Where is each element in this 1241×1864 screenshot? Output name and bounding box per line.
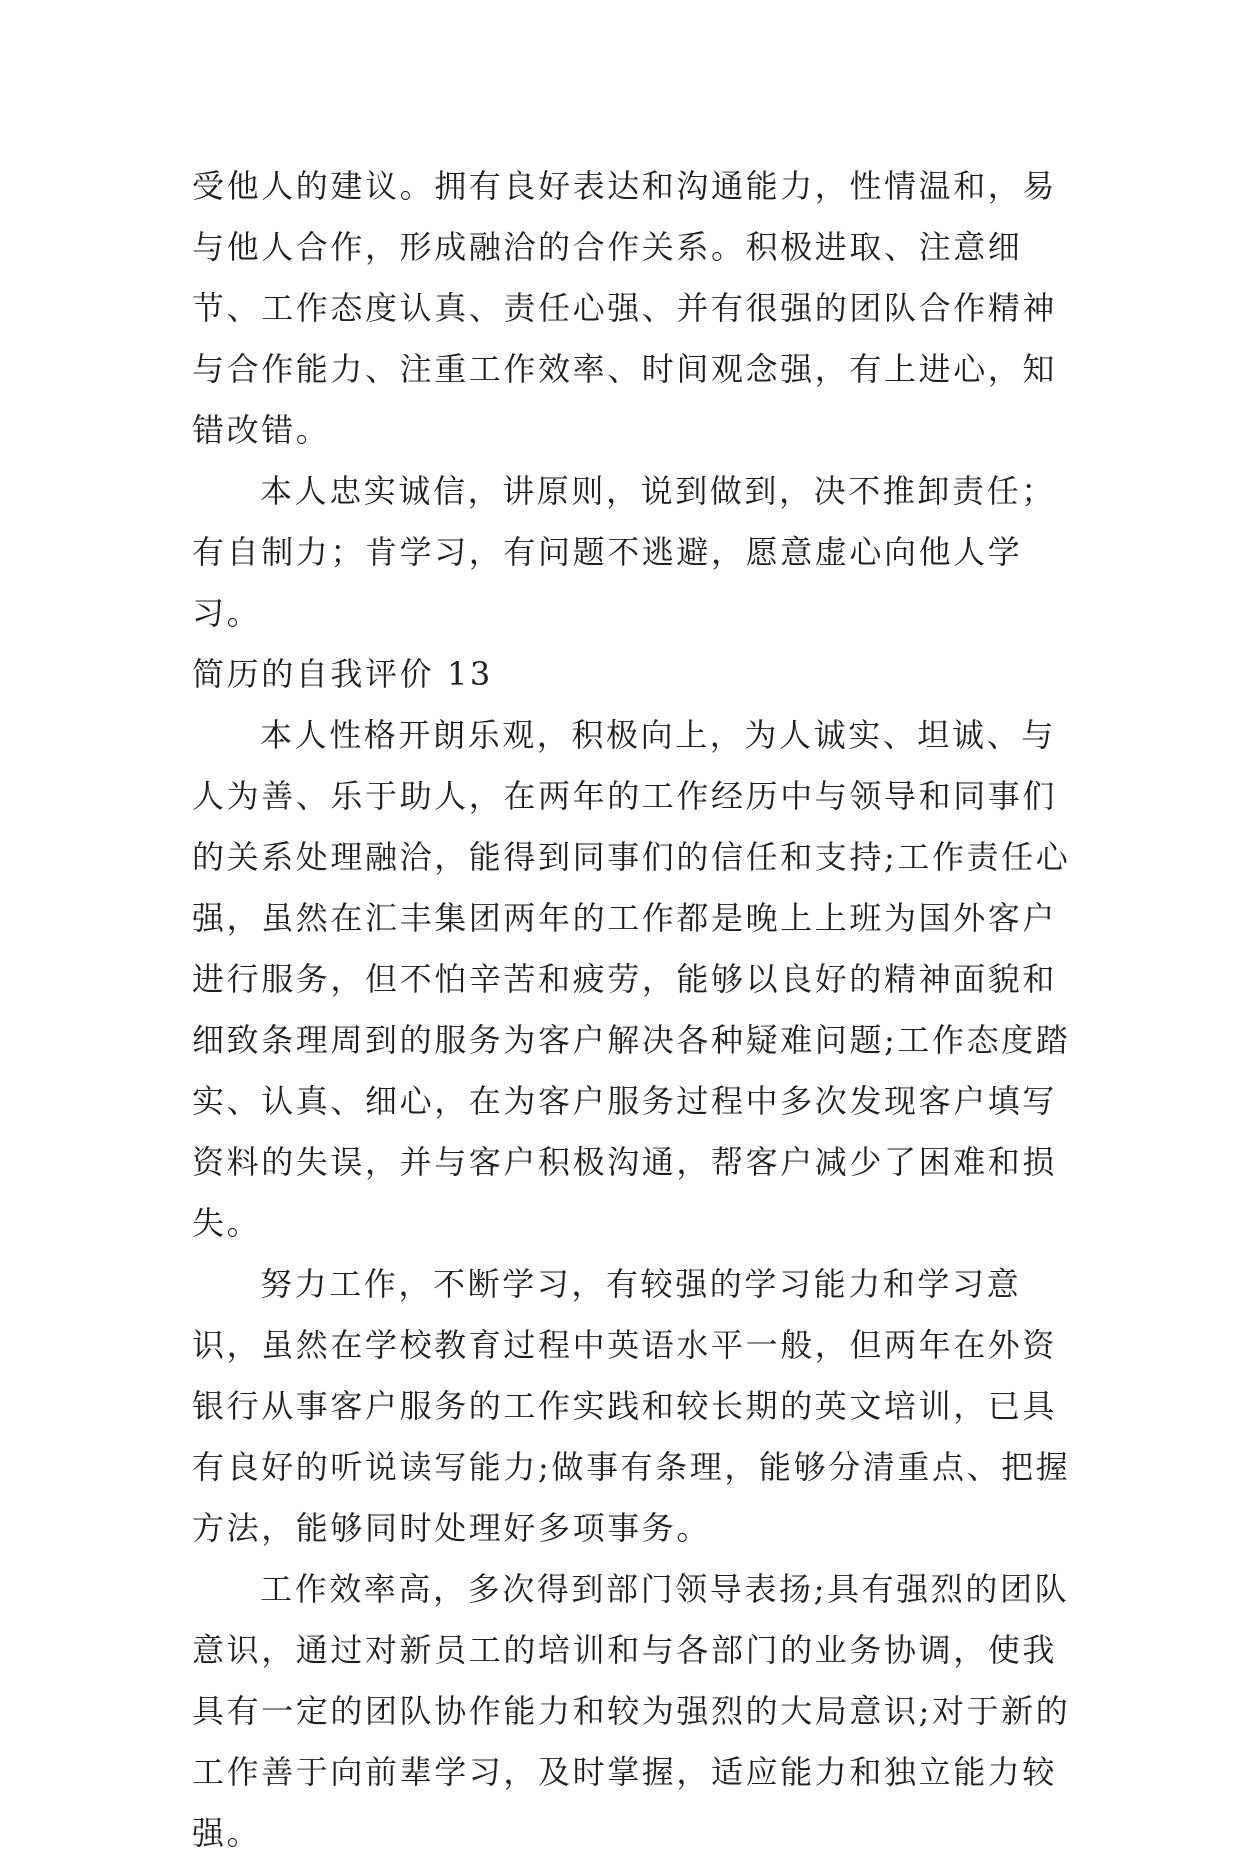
paragraph-honesty: 本人忠实诚信，讲原则，说到做到，决不推卸责任；有自制力；肯学习，有问题不逃避，愿意虚心向他人学习。 [192,472,1056,632]
document-body [192,156,1072,1864]
paragraph-personality: 本人性格开朗乐观，积极向上，为人诚实、坦诚、与人为善、乐于助人，在两年的工作经历中与领导和同事们的关系处理融洽，能得到同事们的信任和支持;工作责任心强，虽然在汇丰集团两年的工作都是晚上上班为国外客户进行服务，但不怕辛苦和疲劳，能够以良好的精神面貌和细致条理周到的服务为客户解决各种疑难问题;工作态度踏实、认真、细心，在为客户服务过程中多次发现客户填写资料的失误，并与客户积极沟通，帮客户减少了困难和损失。 [192,716,1071,1242]
paragraph-intro-continued: 受他人的建议。拥有良好表达和沟通能力，性情温和，易与他人合作，形成融洽的合作关系。积极进取、注意细节、工作态度认真、责任心强、并有很强的团队合作精神与合作能力、注重工作效率、时间观念强，有上进心，知错改错。 [192,167,1058,449]
paragraph-efficiency: 工作效率高，多次得到部门领导表扬;具有强烈的团队意识，通过对新员工的培训和与各部门的业务协调，使我具有一定的团队协作能力和较为强烈的大局意识;对于新的工作善于向前辈学习，及时掌握，适应能力和独立能力较强。 [192,1570,1071,1852]
section-heading: 简历的自我评价 13 [192,655,493,693]
paragraph-learning: 努力工作，不断学习，有较强的学习能力和学习意识，虽然在学校教育过程中英语水平一般，但两年在外资银行从事客户服务的工作实践和较长期的英文培训，已具有良好的听说读写能力;做事有条理，能够分清重点、把握方法，能够同时处理好多项事务。 [192,1265,1071,1547]
